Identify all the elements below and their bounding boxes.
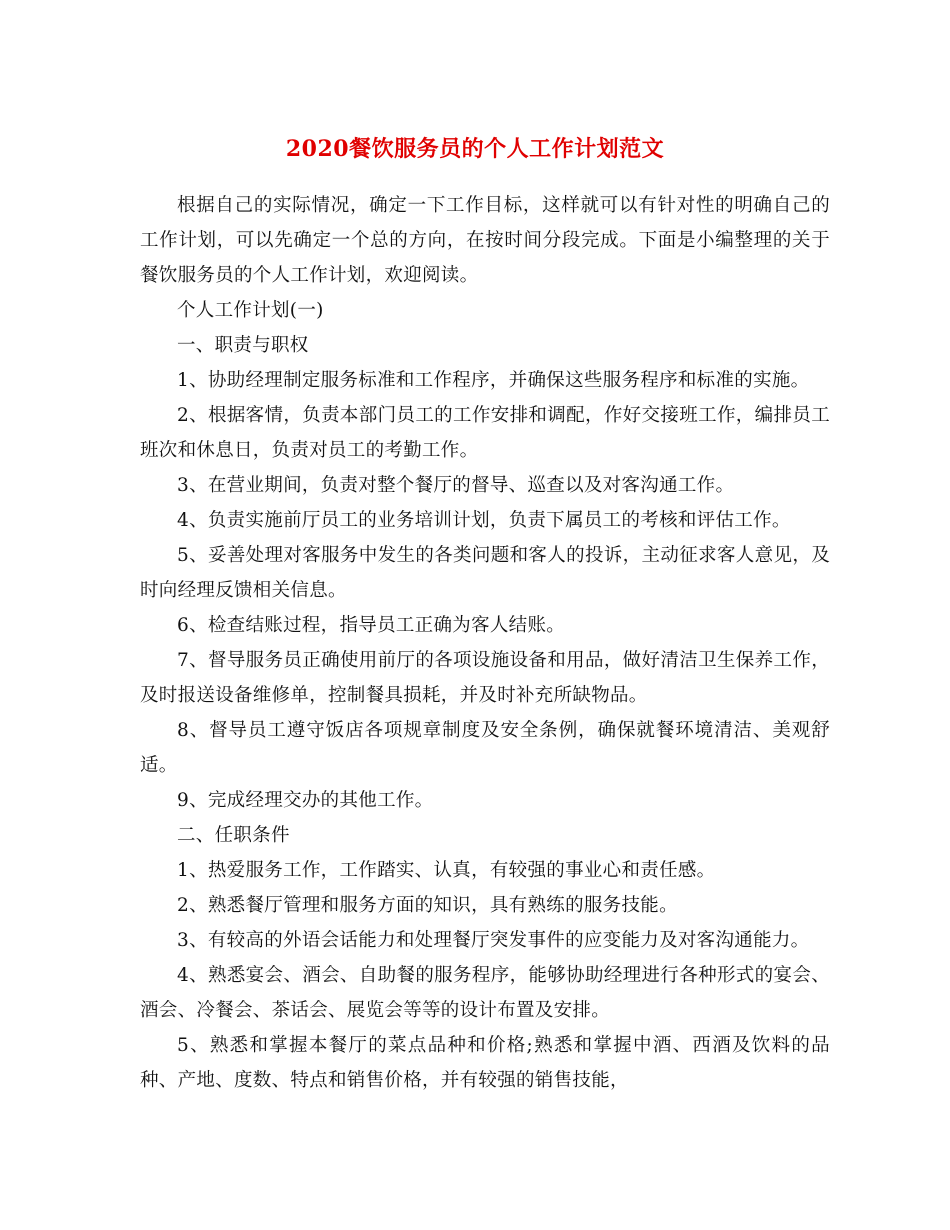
document-title: 2020餐饮服务员的个人工作计划范文 — [285, 135, 665, 162]
section-heading-qualifications: 二、任职条件 — [177, 825, 290, 846]
list-item-qualification-3: 3、有较高的外语会话能力和处理餐厅突发事件的应变能力及对客沟通能力。 — [177, 930, 810, 951]
list-item-qualification-1: 1、热爱服务工作，工作踏实、认真，有较强的事业心和责任感。 — [177, 860, 716, 881]
list-item-qualification-5: 5、熟悉和掌握本餐厅的菜点品种和价格;熟悉和掌握中酒、西酒及饮料的品种、产地、度数、特点和销售价格，并有较强的销售技能， — [140, 1035, 830, 1091]
list-item-duty-6: 6、检查结账过程，指导员工正确为客人结账。 — [177, 615, 566, 636]
list-item-duty-9: 9、完成经理交办的其他工作。 — [177, 790, 434, 811]
list-item-duty-8: 8、督导员工遵守饭店各项规章制度及安全条例，确保就餐环境清洁、美观舒适。 — [140, 720, 830, 776]
list-item-duty-4: 4、负责实施前厅员工的业务培训计划，负责下属员工的考核和评估工作。 — [177, 510, 791, 531]
list-item-duty-5: 5、妥善处理对客服务中发生的各类问题和客人的投诉，主动征求客人意见，及时向经理反馈相关信息。 — [140, 545, 830, 601]
list-item-duty-7: 7、督导服务员正确使用前厅的各项设施设备和用品，做好清洁卫生保养工作，及时报送设备维修单，控制餐具损耗，并及时补充所缺物品。 — [140, 650, 830, 706]
list-item-duty-2: 2、根据客情，负责本部门员工的工作安排和调配，作好交接班工作，编排员工班次和休息日，负责对员工的考勤工作。 — [140, 405, 830, 461]
section-heading-duties: 一、职责与职权 — [177, 335, 309, 356]
list-item-duty-3: 3、在营业期间，负责对整个餐厅的督导、巡查以及对客沟通工作。 — [177, 475, 735, 496]
section-heading-plan-one: 个人工作计划(一) — [177, 300, 324, 321]
list-item-qualification-4: 4、熟悉宴会、酒会、自助餐的服务程序，能够协助经理进行各种形式的宴会、酒会、冷餐会、茶话会、展览会等等的设计布置及安排。 — [140, 965, 830, 1021]
list-item-duty-1: 1、协助经理制定服务标准和工作程序，并确保这些服务程序和标准的实施。 — [177, 370, 810, 391]
paragraph-intro: 根据自己的实际情况，确定一下工作目标，这样就可以有针对性的明确自己的工作计划，可以先确定一个总的方向，在按时间分段完成。下面是小编整理的关于餐饮服务员的个人工作计划，欢迎阅读。 — [140, 195, 830, 286]
document-body — [140, 188, 830, 1098]
list-item-qualification-2: 2、熟悉餐厅管理和服务方面的知识，具有熟练的服务技能。 — [177, 895, 678, 916]
